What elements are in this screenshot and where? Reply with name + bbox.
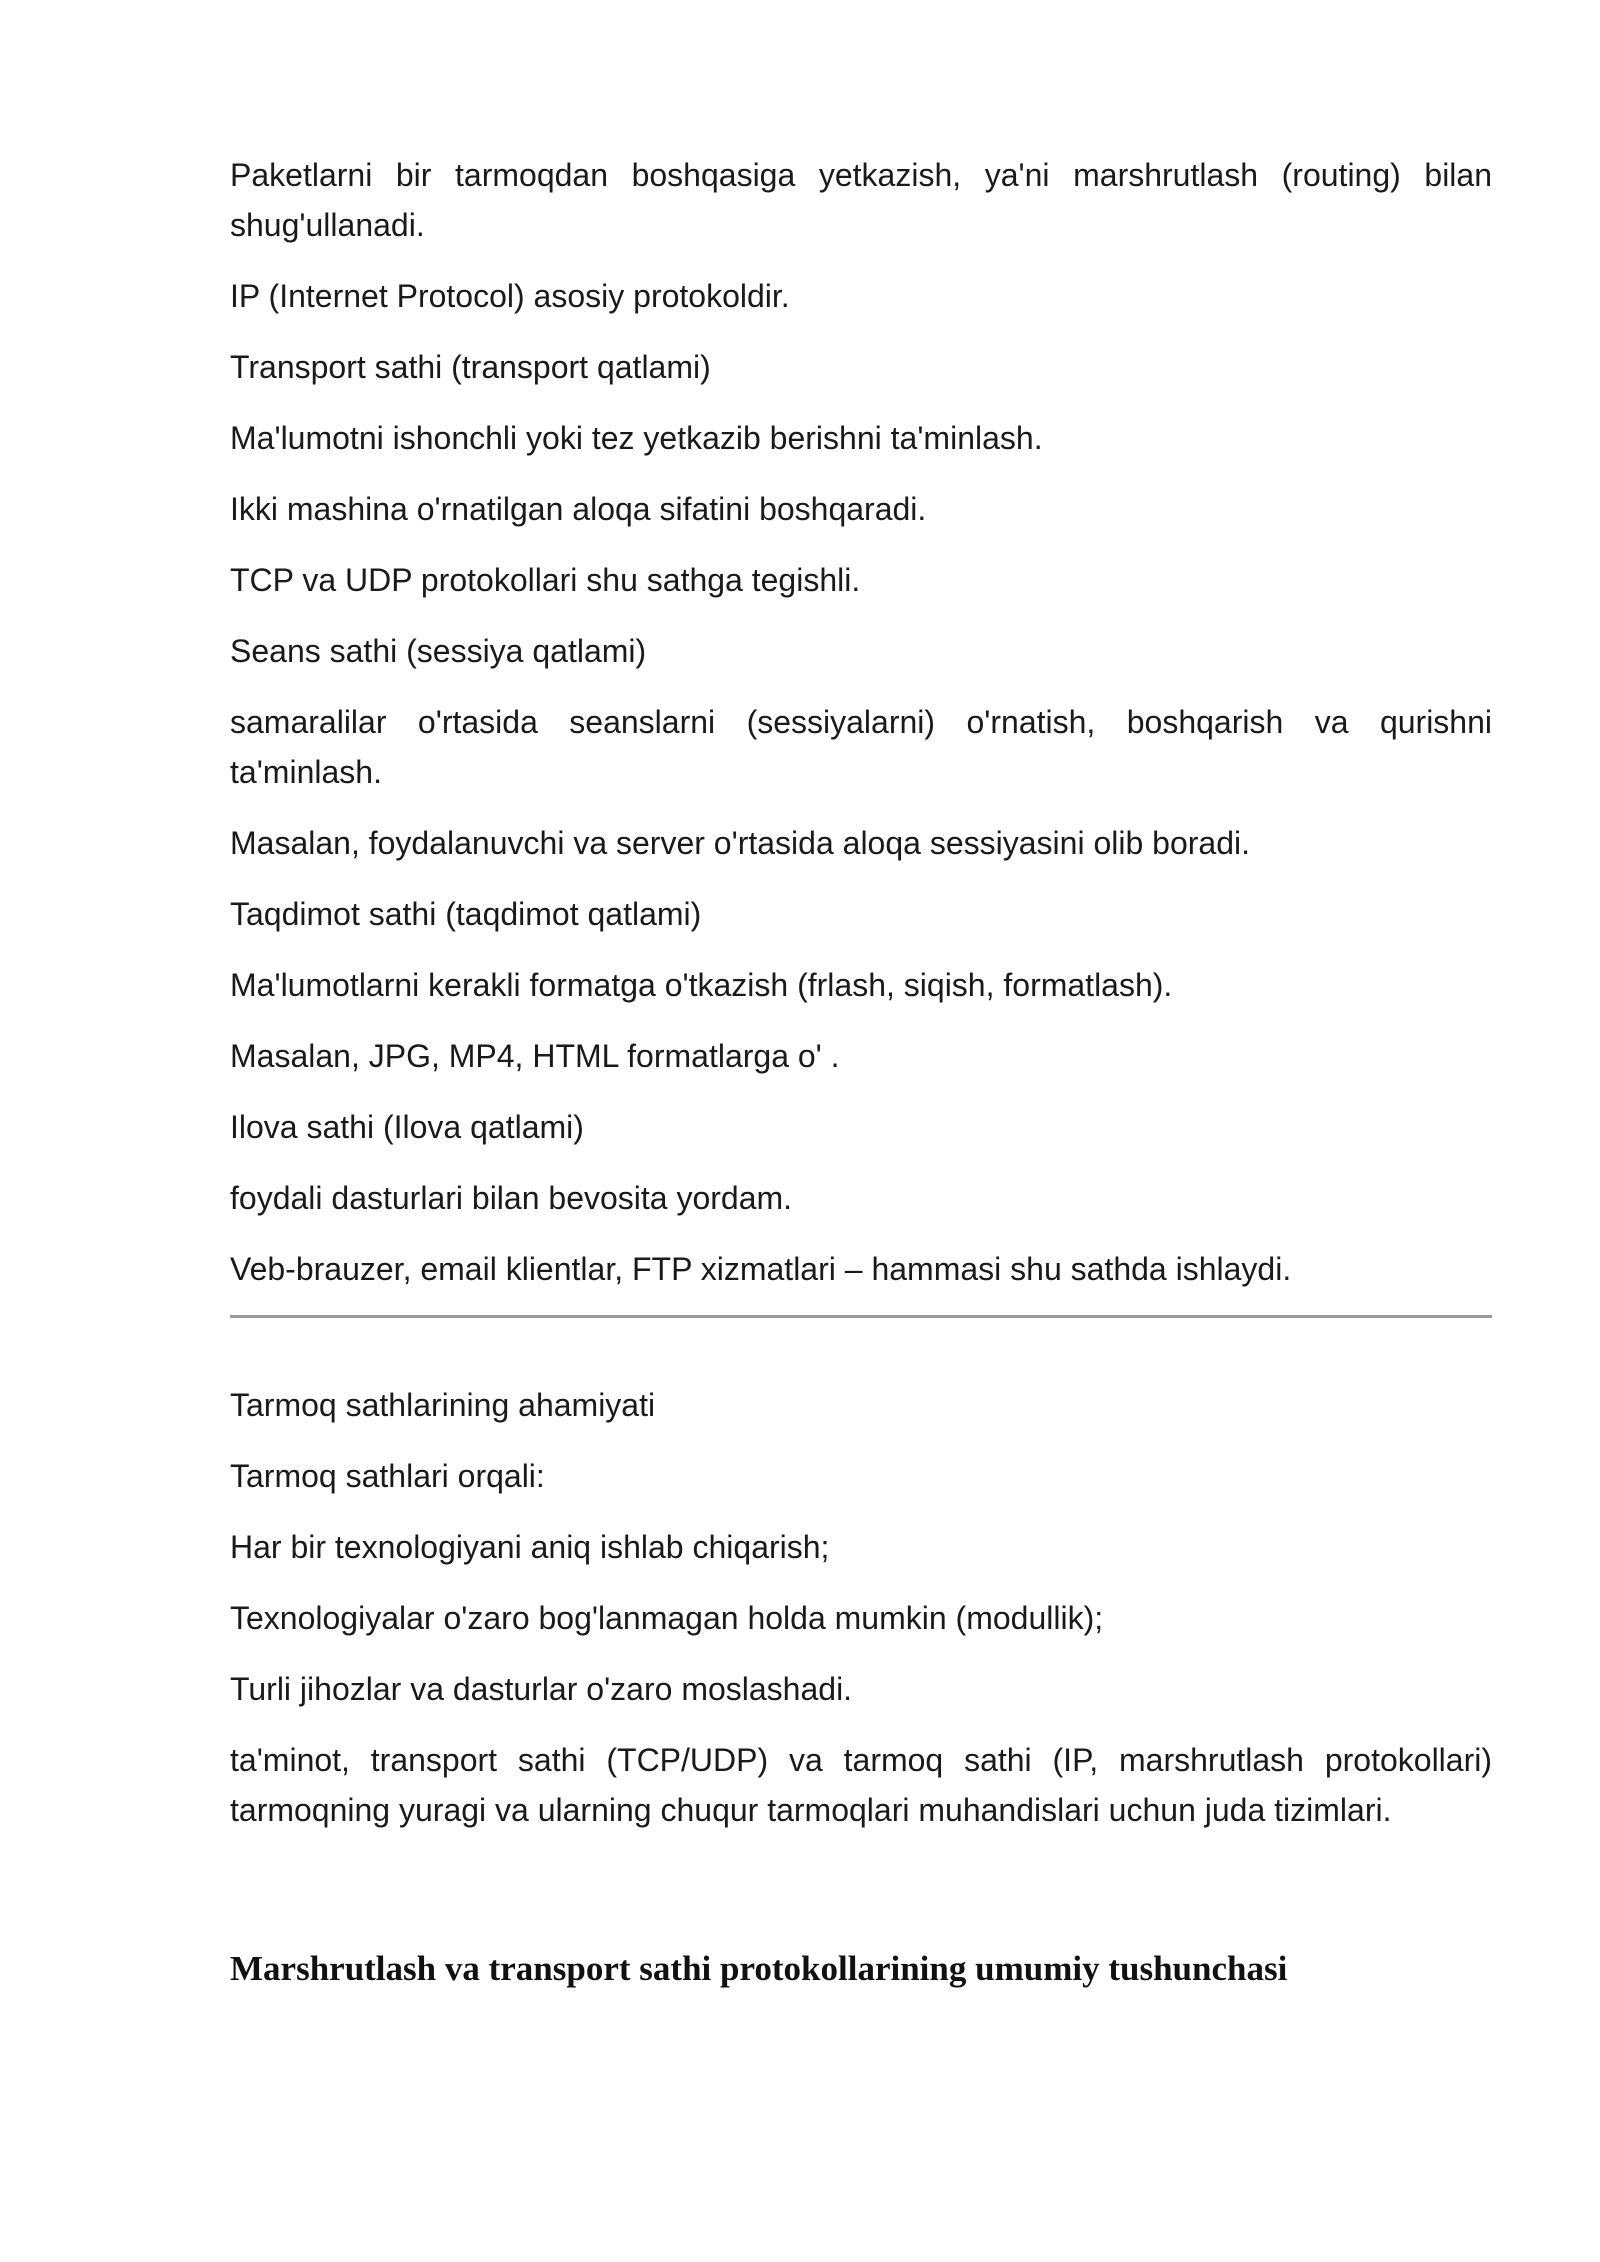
paragraph: Har bir texnologiyani aniq ishlab chiqarish; [230,1529,830,1565]
section-heading: Marshrutlash va transport sathi protokollarining umumiy tushunchasi [230,1949,1288,1988]
paragraph: Tarmoq sathlarining ahamiyati [230,1387,656,1423]
paragraph: TCP va UDP protokollari shu sathga tegishli. [230,562,861,598]
paragraph: IP (Internet Protocol) asosiy protokoldir. [230,278,790,314]
paragraph: Texnologiyalar o'zaro bog'lanmagan holda mumkin (modullik); [230,1600,1104,1636]
section-spacer [230,1856,1492,1944]
paragraph: Ma'lumotlarni kerakli formatga o'tkazish (frlash, siqish, formatlash). [230,967,1173,1003]
document-page [230,150,1492,1994]
paragraph: Seans sathi (sessiya qatlami) [230,633,647,669]
horizontal-divider [230,1315,1492,1318]
paragraph: Transport sathi (transport qatlami) [230,349,711,385]
paragraph: ta'minot, transport sathi (TCP/UDP) va tarmoq sathi (IP, marshrutlash protokollari) tarmoqning yuragi va ularning chuqur tarmoqlari muhandislari uchun juda tizimlari. [230,1742,1492,1828]
paragraph: Ikki mashina o'rnatilgan aloqa sifatini boshqaradi. [230,491,927,527]
paragraph: foydali dasturlari bilan bevosita yordam. [230,1180,793,1216]
paragraph: samaralilar o'rtasida seanslarni (sessiyalarni) o'rnatish, boshqarish va qurishni ta'minlash. [230,704,1492,790]
paragraph: Tarmoq sathlari orqali: [230,1458,545,1494]
paragraph: Masalan, foydalanuvchi va server o'rtasida aloqa sessiyasini olib boradi. [230,825,1250,861]
paragraph: Masalan, JPG, MP4, HTML formatlarga o' . [230,1038,840,1074]
paragraph: Veb-brauzer, email klientlar, FTP xizmatlari – hammasi shu sathda ishlaydi. [230,1251,1292,1287]
paragraph: Ilova sathi (Ilova qatlami) [230,1109,584,1145]
paragraph: Ma'lumotni ishonchli yoki tez yetkazib berishni ta'minlash. [230,420,1043,456]
paragraph: Paketlarni bir tarmoqdan boshqasiga yetkazish, ya'ni marshrutlash (routing) bilan shug'ullanadi. [230,157,1492,243]
paragraph: Turli jihozlar va dasturlar o'zaro moslashadi. [230,1671,853,1707]
paragraph: Taqdimot sathi (taqdimot qatlami) [230,896,702,932]
